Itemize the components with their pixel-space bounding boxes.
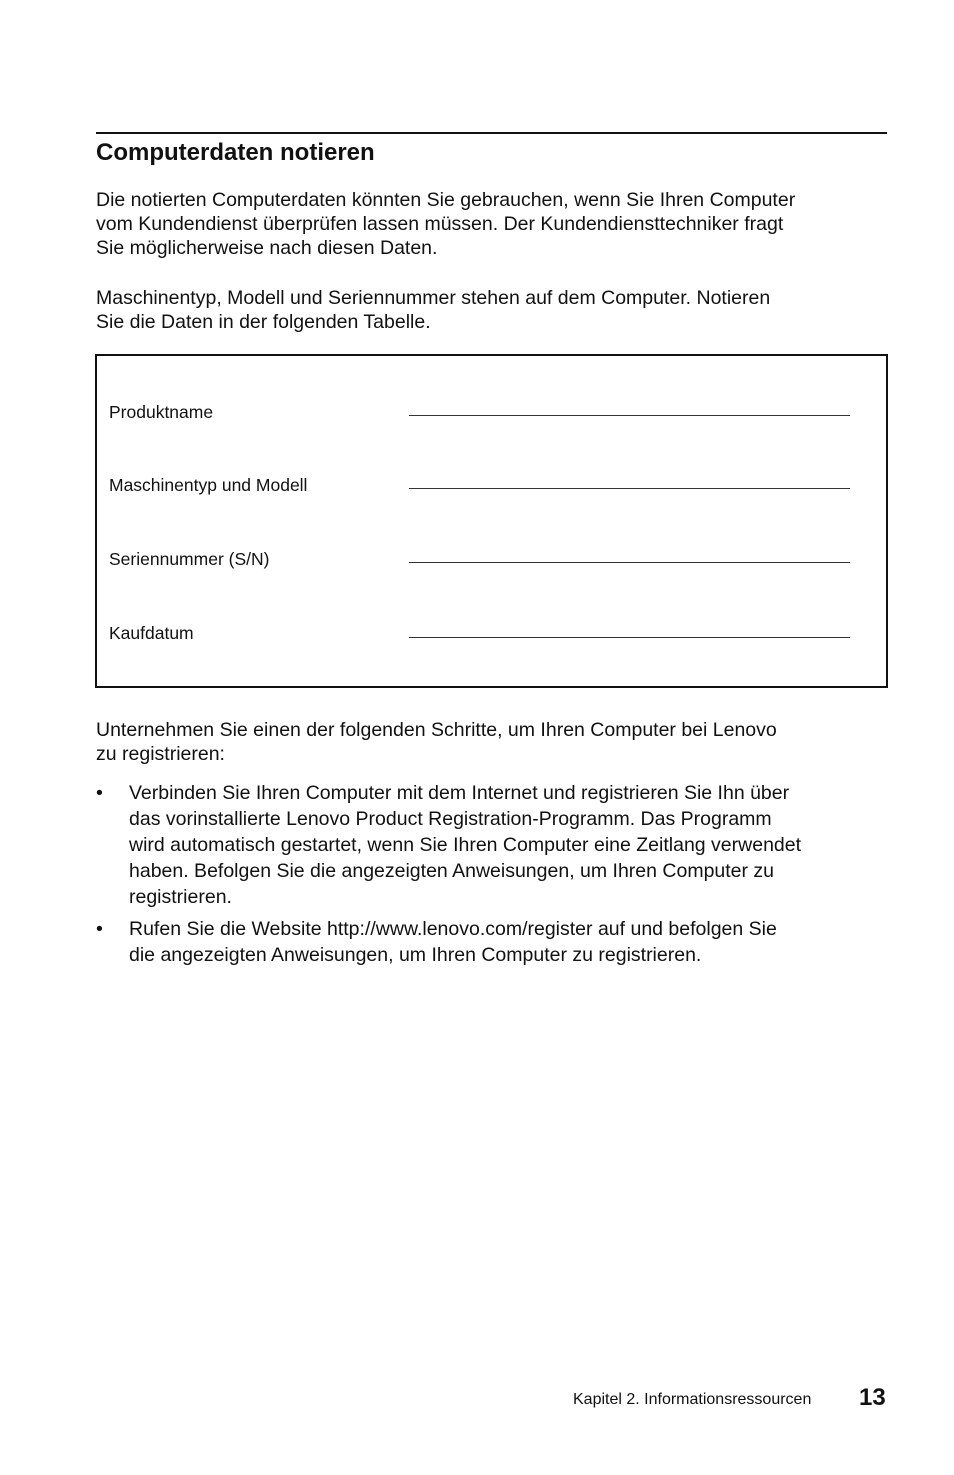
section-title: Computerdaten notieren [96, 139, 375, 166]
serial-number-field-line[interactable] [409, 562, 850, 563]
list-item [96, 780, 896, 910]
text-line: vom Kundendienst überprüfen lassen müssen. Der Kundendiensttechniker fragt [96, 213, 784, 235]
text-line: das vorinstallierte Lenovo Product Registration-Programm. Das Programm [129, 808, 772, 830]
intro-paragraph-2 [96, 286, 896, 334]
text-line: Die notierten Computerdaten könnten Sie gebrauchen, wenn Sie Ihren Computer [96, 189, 796, 211]
bullet-icon: • [96, 782, 103, 804]
footer-chapter-title: Kapitel 2. Informationsressourcen [573, 1391, 812, 1408]
computer-data-form [95, 354, 888, 688]
product-name-label: Produktname [109, 402, 214, 422]
bullet-icon: • [96, 918, 103, 940]
registration-intro [96, 718, 896, 766]
page-number: 13 [859, 1384, 886, 1411]
section-divider [96, 132, 887, 134]
intro-paragraph-1 [96, 188, 896, 260]
text-line: zu registrieren: [96, 743, 225, 765]
list-item [96, 916, 896, 968]
text-line: wird automatisch gestartet, wenn Sie Ihren Computer eine Zeitlang verwendet [129, 834, 802, 856]
product-name-field-line[interactable] [409, 415, 850, 416]
registration-steps-list [96, 780, 896, 968]
machine-type-model-label: Maschinentyp und Modell [109, 475, 308, 495]
text-line: die angezeigten Anweisungen, um Ihren Computer zu registrieren. [129, 944, 702, 966]
serial-number-label: Seriennummer (S/N) [109, 549, 270, 569]
text-line: Verbinden Sie Ihren Computer mit dem Internet und registrieren Sie Ihn über [129, 782, 790, 804]
machine-type-model-field-line[interactable] [409, 488, 850, 489]
text-line: haben. Befolgen Sie die angezeigten Anweisungen, um Ihren Computer zu [129, 860, 775, 882]
purchase-date-label: Kaufdatum [109, 623, 194, 643]
text-line: registrieren. [129, 886, 232, 908]
text-line: Sie die Daten in der folgenden Tabelle. [96, 311, 431, 333]
text-line: Unternehmen Sie einen der folgenden Schritte, um Ihren Computer bei Lenovo [96, 719, 777, 741]
text-line: Maschinentyp, Modell und Seriennummer stehen auf dem Computer. Notieren [96, 287, 771, 309]
purchase-date-field-line[interactable] [409, 637, 850, 638]
text-line: Rufen Sie die Website http://www.lenovo.com/register auf und befolgen Sie [129, 918, 777, 940]
text-line: Sie möglicherweise nach diesen Daten. [96, 237, 438, 259]
